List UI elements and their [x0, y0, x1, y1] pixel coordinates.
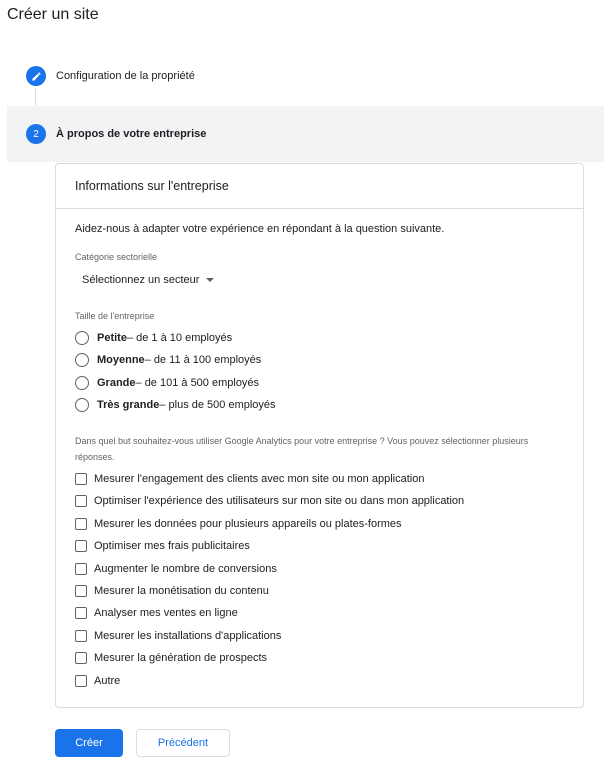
purpose-option-label: Optimiser l'expérience des utilisateurs sur mon site ou dans mon application — [94, 495, 465, 507]
radio-button[interactable] — [75, 353, 89, 367]
purpose-question: Dans quel but souhaitez-vous utiliser Google Analytics pour votre entreprise ? Vous pouvez sélectionner plusieurs réponses. — [75, 436, 529, 462]
size-option-name: Petite — [97, 332, 127, 344]
purpose-option-label: Mesurer l'engagement des clients avec mon site ou mon application — [94, 473, 425, 485]
step-label-business: À propos de votre entreprise — [56, 128, 207, 140]
purpose-option[interactable] — [75, 518, 402, 530]
checkbox[interactable] — [75, 675, 87, 687]
checkbox[interactable] — [75, 585, 87, 597]
page-title: Créer un site — [7, 6, 99, 23]
step-connector — [35, 88, 36, 106]
checkbox[interactable] — [75, 473, 87, 485]
purpose-option-label: Mesurer les données pour plusieurs appareils ou plates-formes — [94, 518, 402, 530]
purpose-option[interactable] — [75, 473, 424, 485]
size-option-name: Grande — [97, 377, 136, 389]
pencil-icon — [31, 71, 42, 82]
purpose-option-label: Optimiser mes frais publicitaires — [94, 540, 250, 552]
checkbox[interactable] — [75, 607, 87, 619]
size-option-small[interactable] — [75, 331, 232, 345]
size-option-large[interactable] — [75, 376, 259, 390]
purpose-option[interactable] — [75, 675, 120, 687]
checkbox[interactable] — [75, 495, 87, 507]
checkbox[interactable] — [75, 630, 87, 642]
step-about-business — [26, 124, 206, 144]
industry-label: Catégorie sectorielle — [75, 252, 158, 262]
radio-button[interactable] — [75, 331, 89, 345]
industry-dropdown[interactable] — [82, 274, 214, 286]
step-label-property: Configuration de la propriété — [56, 70, 195, 82]
checkbox[interactable] — [75, 540, 87, 552]
purpose-option[interactable] — [75, 652, 267, 664]
create-button[interactable]: Créer — [55, 729, 123, 757]
intro-text: Aidez-nous à adapter votre expérience en répondant à la question suivante. — [75, 223, 445, 235]
checkbox[interactable] — [75, 652, 87, 664]
checkbox[interactable] — [75, 518, 87, 530]
radio-button[interactable] — [75, 376, 89, 390]
purpose-option[interactable] — [75, 630, 281, 642]
size-label: Taille de l'entreprise — [75, 311, 155, 321]
purpose-option[interactable] — [75, 563, 277, 575]
size-option-range: – de 1 à 10 employés — [126, 332, 233, 344]
size-option-name: Très grande — [97, 399, 160, 411]
purpose-option-label: Mesurer la monétisation du contenu — [94, 585, 269, 597]
purpose-option[interactable] — [75, 607, 238, 619]
step-number-indicator — [26, 124, 46, 144]
purpose-option[interactable] — [75, 540, 250, 552]
size-option-medium[interactable] — [75, 353, 261, 367]
purpose-option[interactable] — [75, 495, 464, 507]
purpose-option-label: Augmenter le nombre de conversions — [94, 563, 277, 575]
previous-button[interactable]: Précédent — [136, 729, 230, 757]
active-step-band — [7, 106, 604, 162]
step-number: 2 — [33, 128, 39, 140]
purpose-option-label: Mesurer les installations d'applications — [94, 630, 282, 642]
size-option-range: – de 11 à 100 employés — [144, 354, 262, 366]
size-option-range: – de 101 à 500 employés — [135, 377, 260, 389]
purpose-option-label: Mesurer la génération de prospects — [94, 652, 268, 664]
size-option-very-large[interactable] — [75, 398, 276, 412]
radio-button[interactable] — [75, 398, 89, 412]
size-option-range: – plus de 500 employés — [159, 399, 276, 411]
size-option-name: Moyenne — [97, 354, 145, 366]
purpose-option-label: Analyser mes ventes en ligne — [94, 607, 238, 619]
card-title: Informations sur l'entreprise — [56, 164, 583, 209]
purpose-option-label: Autre — [94, 675, 121, 687]
purpose-option[interactable] — [75, 585, 269, 597]
industry-selected-value: Sélectionnez un secteur — [82, 274, 200, 286]
business-info-card — [55, 163, 584, 708]
checkbox[interactable] — [75, 563, 87, 575]
step-property-setup[interactable] — [26, 66, 195, 86]
step-edit-indicator — [26, 66, 46, 86]
caret-down-icon — [206, 278, 214, 282]
